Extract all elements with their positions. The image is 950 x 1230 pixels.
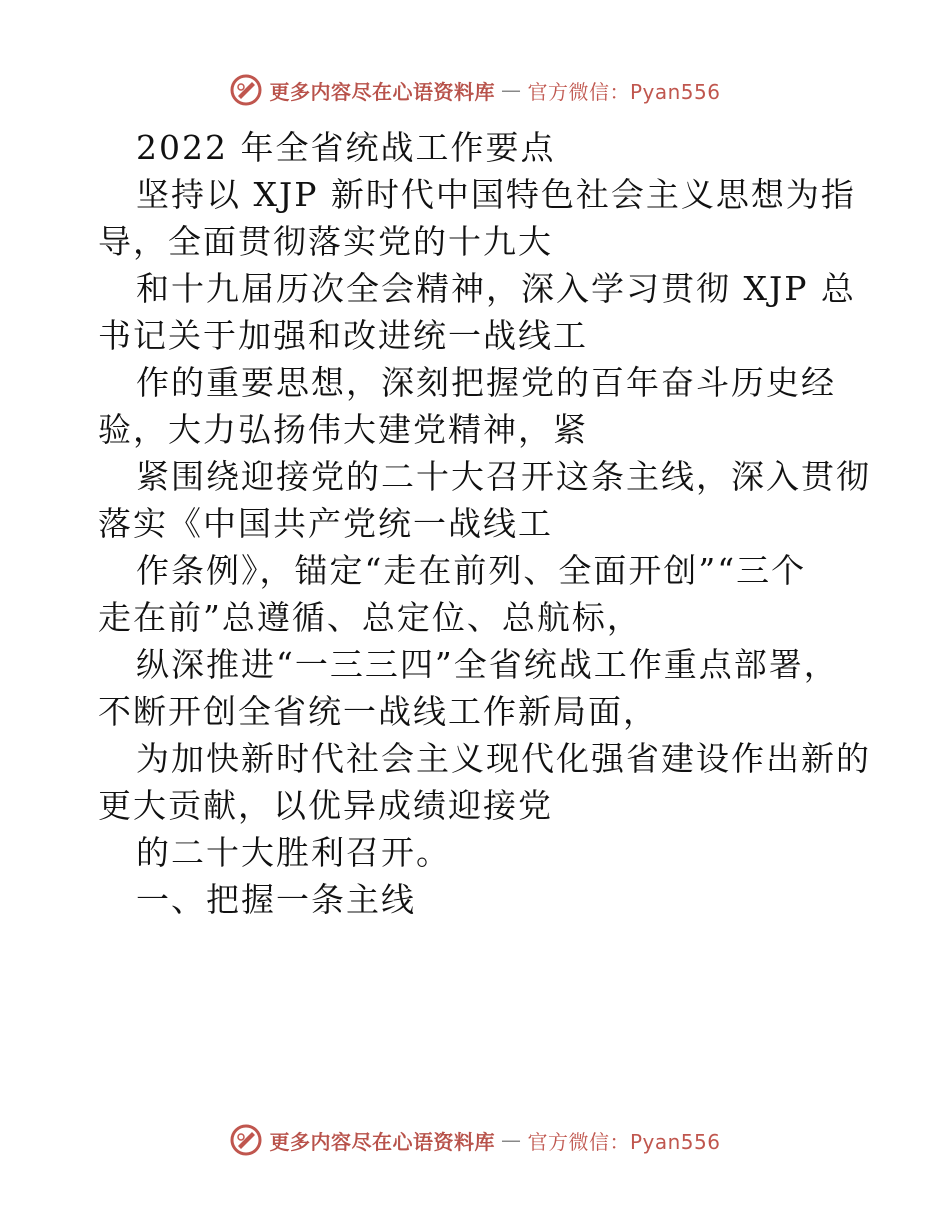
watermark-wechat-text: 官方微信：Pyan556 <box>527 79 721 104</box>
text-line: 导，全面贯彻落实党的十九大 <box>98 222 553 261</box>
text-line: 落实《中国共产党统一战线工 <box>98 504 553 543</box>
watermark-wechat-text: 官方微信：Pyan556 <box>527 1129 721 1154</box>
text-line: 不断开创全省统一战线工作新局面， <box>98 692 658 731</box>
watermark-main-text: 更多内容尽在心语资料库 <box>269 79 495 104</box>
text-line: 的二十大胜利召开。 <box>136 833 451 872</box>
text-line: 为加快新时代社会主义现代化强省建设作出新的 <box>136 739 871 778</box>
text-line: 紧围绕迎接党的二十大召开这条主线，深入贯彻 <box>136 457 871 496</box>
library-logo-icon <box>229 1123 263 1157</box>
text-line: 书记关于加强和改进统一战线工 <box>98 316 588 355</box>
library-logo-icon <box>229 73 263 107</box>
watermark-main-text: 更多内容尽在心语资料库 <box>269 1129 495 1154</box>
footer-watermark <box>0 1120 950 1160</box>
document-title: 2022 年全省统战工作要点 <box>136 128 556 167</box>
text-line: 坚持以 XJP 新时代中国特色社会主义思想为指 <box>136 175 856 214</box>
watermark-separator: — <box>500 1128 522 1152</box>
text-line: 和十九届历次全会精神，深入学习贯彻 XJP 总 <box>136 269 856 308</box>
document-body <box>98 124 871 923</box>
text-line: 更大贡献，以优异成绩迎接党 <box>98 786 553 825</box>
text-line: 作的重要思想，深刻把握党的百年奋斗历史经 <box>136 363 836 402</box>
header-watermark <box>0 70 950 110</box>
section-heading: 一、把握一条主线 <box>136 880 416 919</box>
text-line: 走在前”总遵循、总定位、总航标， <box>98 598 642 637</box>
text-line: 作条例》，锚定“走在前列、全面开创”“三个 <box>136 551 807 590</box>
text-line: 验，大力弘扬伟大建党精神，紧 <box>98 410 588 449</box>
text-line: 纵深推进“一三三四”全省统战工作重点部署， <box>136 645 839 684</box>
watermark-separator: — <box>500 78 522 102</box>
